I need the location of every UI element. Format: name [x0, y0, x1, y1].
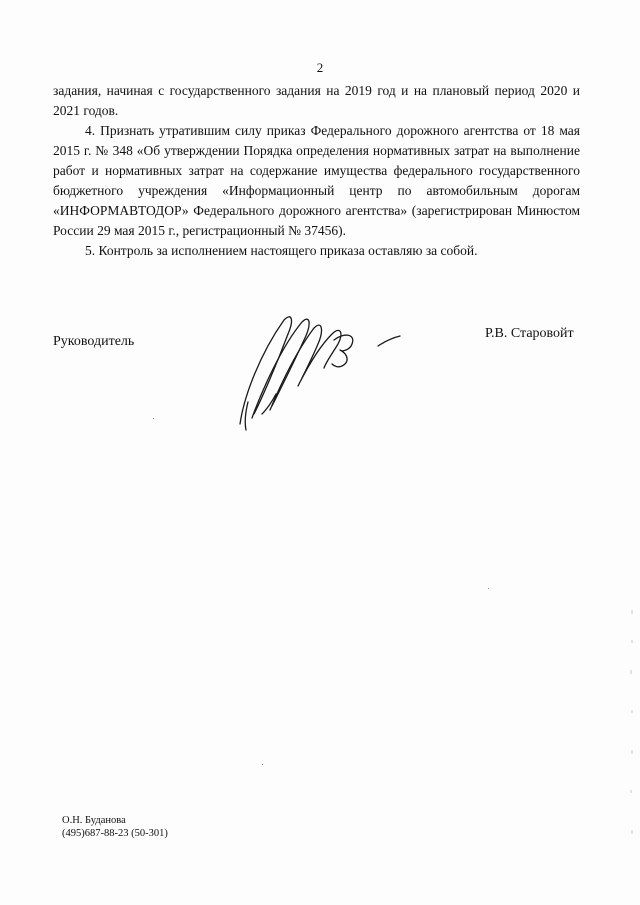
executor-block [62, 814, 168, 840]
scan-speck [153, 418, 154, 419]
handwritten-signature [232, 306, 412, 436]
scan-speck [488, 588, 489, 589]
signer-name: Р.В. Старовойт [485, 326, 574, 341]
paragraph-item-4: 4. Признать утратившим силу приказ Федерального дорожного агентства от 18 мая 2015 г. № 348 «Об утверждении Порядка определения нормативных затрат на выполнение работ и нормативных затрат на содержание имущества федерального государственного бюджетного учреждения «Информационный центр по автомобильным дорогам «ИНФОРМАВТОДОР» Федерального дорожного агентства» (зарегистрирован Минюстом России 29 мая 2015 г., регистрационный № 37456). [53, 123, 580, 238]
scan-speck [262, 764, 263, 765]
paragraph-item-5: 5. Контроль за исполнением настоящего приказа оставляю за собой. [85, 243, 478, 258]
scan-edge-marks [626, 600, 636, 900]
executor-phone: (495)687-88-23 (50-301) [62, 828, 168, 839]
page-number: 2 [316, 60, 324, 75]
signer-position: Руководитель [53, 334, 135, 349]
executor-name: О.Н. Буданова [62, 815, 126, 826]
document-body [53, 81, 580, 261]
paragraph-continuation: задания, начиная с государственного задания на 2019 год и на плановый период 2020 и 2021 годов. [53, 83, 580, 118]
